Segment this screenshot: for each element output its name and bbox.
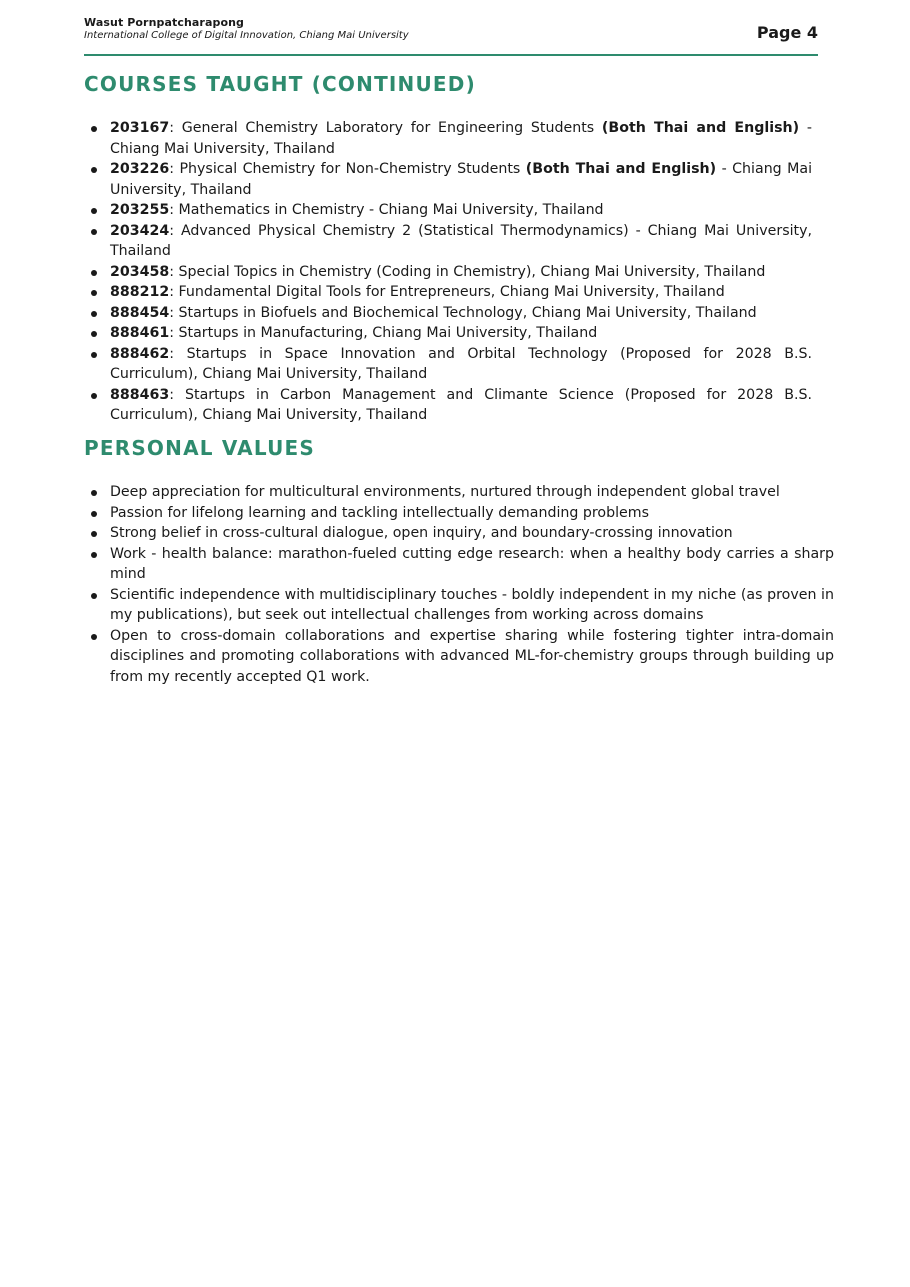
course-code: 203458 (110, 263, 170, 280)
course-separator: : (169, 222, 181, 239)
bullet-icon (91, 511, 97, 517)
bullet-icon (91, 531, 97, 537)
bullet-icon (91, 167, 97, 173)
course-title: Startups in Carbon Management and Climante Science (Proposed for 2028 B.S. Curriculum), Chiang Mai University, Thailand (110, 386, 812, 423)
course-institution: - Chiang Mai University, Thailand (110, 120, 812, 157)
values-list (84, 482, 834, 687)
course-item (84, 118, 812, 159)
course-institution: - Chiang Mai University, Thailand (110, 161, 813, 198)
course-title: Fundamental Digital Tools for Entrepreneurs, Chiang Mai University, Thailand (178, 284, 725, 300)
course-item (84, 221, 812, 262)
bullet-icon (91, 208, 97, 214)
courses-list (84, 118, 812, 426)
bullet-icon (91, 593, 97, 599)
bullet-icon (91, 311, 97, 317)
bullet-icon (91, 126, 97, 132)
course-title: Special Topics in Chemistry (Coding in Chemistry), Chiang Mai University, Thailand (178, 263, 766, 280)
value-item (84, 585, 834, 626)
bullet-icon (91, 352, 97, 358)
course-separator: : (169, 325, 179, 341)
value-text: Open to cross-domain collaborations and expertise sharing while fostering tighter intra-domain disciplines and promoting collaborations with advanced ML-for-chemistry groups through building up from my recently accepted Q1 work. (110, 627, 834, 685)
course-item (84, 200, 812, 221)
course-separator: : (169, 202, 179, 218)
bullet-icon (91, 552, 97, 558)
value-item (84, 523, 834, 544)
course-item (84, 159, 812, 200)
bullet-icon (91, 393, 97, 399)
course-separator: : (169, 284, 179, 300)
value-text: Strong belief in cross-cultural dialogue, open inquiry, and boundary-crossing innovation (110, 525, 733, 541)
value-item (84, 544, 834, 585)
course-separator: : (169, 263, 179, 280)
cv-page (84, 14, 834, 685)
course-separator: : (169, 304, 179, 321)
course-code: 203226 (110, 161, 170, 177)
course-code: 203424 (110, 222, 170, 239)
bullet-icon (91, 331, 97, 337)
courses-section-title: COURSES TAUGHT (CONTINUED) (84, 72, 476, 96)
page-number: Page 4 (756, 23, 818, 42)
bullet-icon (91, 634, 97, 640)
course-title: Startups in Biofuels and Biochemical Technology, Chiang Mai University, Thailand (178, 304, 757, 321)
course-code: 888461 (110, 325, 170, 341)
bullet-icon (91, 270, 97, 276)
value-text: Scientific independence with multidisciplinary touches - boldly independent in my niche (as proven in my publications), but seek out intellectual challenges from working across domains (110, 586, 834, 623)
course-code: 888462 (110, 345, 170, 362)
course-code: 888463 (110, 386, 170, 403)
course-title: Advanced Physical Chemistry 2 (Statistical Thermodynamics) - Chiang Mai University, Thailand (110, 222, 813, 259)
value-item (84, 482, 834, 503)
value-item (84, 503, 834, 524)
course-code: 888454 (110, 304, 170, 321)
author-affiliation: International College of Digital Innovation, Chiang Mai University (84, 30, 409, 41)
course-separator: : (169, 345, 187, 362)
bullet-icon (91, 490, 97, 496)
value-text: Deep appreciation for multicultural environments, nurtured through independent global travel (110, 484, 780, 500)
course-item (84, 323, 812, 344)
value-text: Work - health balance: marathon-fueled cutting edge research: when a healthy body carries a sharp mind (110, 545, 834, 582)
course-code: 203255 (110, 202, 170, 218)
values-section-title: PERSONAL VALUES (84, 436, 315, 460)
course-item (84, 303, 812, 324)
course-separator: : (169, 120, 182, 136)
author-name: Wasut Pornpatcharapong (84, 16, 245, 29)
course-title: General Chemistry Laboratory for Engineering Students (181, 120, 602, 136)
course-title: Physical Chemistry for Non-Chemistry Students (179, 161, 526, 177)
course-code: 888212 (110, 284, 170, 300)
course-code: 203167 (110, 120, 170, 136)
course-title: Mathematics in Chemistry - Chiang Mai University, Thailand (178, 202, 604, 218)
course-language: (Both Thai and English) (525, 161, 717, 177)
course-title: Startups in Space Innovation and Orbital Technology (Proposed for 2028 B.S. Curriculum), Chiang Mai University, Thailand (110, 345, 812, 382)
course-title: Startups in Manufacturing, Chiang Mai University, Thailand (178, 325, 598, 341)
course-item (84, 385, 812, 426)
course-item (84, 262, 812, 283)
bullet-icon (91, 229, 97, 235)
page-header (84, 14, 818, 56)
course-item (84, 344, 812, 385)
value-text: Passion for lifelong learning and tackling intellectually demanding problems (110, 504, 649, 521)
course-item (84, 282, 812, 303)
bullet-icon (91, 290, 97, 296)
course-separator: : (169, 386, 186, 403)
course-language: (Both Thai and English) (601, 120, 800, 136)
value-item (84, 626, 834, 688)
course-separator: : (169, 161, 180, 177)
